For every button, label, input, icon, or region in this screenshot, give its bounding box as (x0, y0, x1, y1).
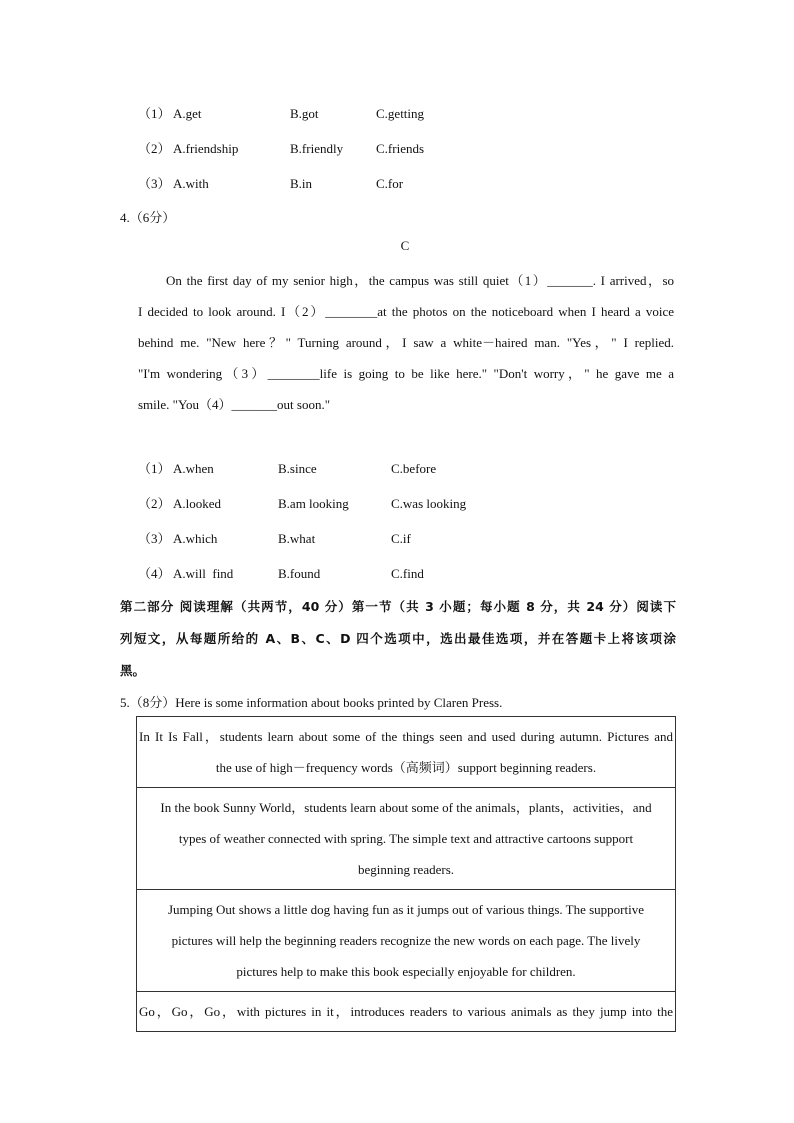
cell-line: Go，Go，Go，with pictures in it，introduces readers to various animals as they jump into the (139, 1004, 673, 1019)
cell-line: pictures help to make this book especially enjoyable for children. (236, 964, 576, 979)
option-a: A.get (173, 106, 202, 121)
table-cell (137, 788, 676, 890)
book-info-table (136, 716, 676, 1032)
option-a: A.when (173, 461, 214, 476)
option-a: A.will find (173, 566, 234, 581)
option-b: B.found (278, 566, 321, 581)
q4-heading: 4.（6分） (120, 210, 176, 225)
option-number: （3） (138, 176, 171, 191)
table-row (137, 717, 676, 788)
cell-line: beginning readers. (357, 862, 455, 877)
passage-line: behind me. "New here？" Turning around，I saw a white－haired man. "Yes，" I replied. (138, 335, 675, 350)
title-line: 黑。 (120, 663, 146, 678)
cell-line: In the book Sunny World，students learn about some of the animals，plants，activities，and (160, 800, 652, 815)
passage-letter: C (400, 238, 410, 253)
q4-passage (138, 265, 674, 420)
option-number: （4） (138, 566, 171, 581)
option-c: C.if (391, 531, 411, 546)
title-line: 列短文，从每题所给的 A、B、C、D 四个选项中，选出最佳选项，并在答题卡上将该项涂 (120, 631, 676, 646)
option-number: （1） (138, 461, 171, 476)
table-cell (137, 992, 676, 1032)
cell-line: types of weather connected with spring. The simple text and attractive cartoons support (178, 831, 634, 846)
table-cell (137, 717, 676, 788)
option-c: C.friends (376, 141, 425, 156)
passage-line: On the first day of my senior high，the campus was still quiet（1）_______. I arrived，so (166, 273, 674, 288)
table-row (137, 992, 676, 1032)
option-number: （2） (138, 141, 171, 156)
option-b: B.since (278, 461, 317, 476)
option-b: B.in (290, 176, 313, 191)
option-c: C.getting (376, 106, 425, 121)
passage-line: "I'm wondering（3）________life is going to be like here." "Don't worry，" he gave me a (138, 366, 674, 381)
title-line: 第二部分 阅读理解（共两节，40 分）第一节（共 3 小题；每小题 8 分，共 24 分）阅读下 (120, 599, 676, 614)
option-a: A.which (173, 531, 218, 546)
option-a: A.looked (173, 496, 222, 511)
option-a: A.with (173, 176, 209, 191)
passage-line: I decided to look around. I（2）________at the photos on the noticeboard when I heard a voice (138, 304, 674, 319)
table-row (137, 788, 676, 890)
part2-title (120, 591, 676, 687)
option-c: C.find (391, 566, 424, 581)
option-b: B.what (278, 531, 316, 546)
option-number: （1） (138, 106, 171, 121)
option-b: B.got (290, 106, 319, 121)
cell-line: Jumping Out shows a little dog having fun as it jumps out of various things. The supportive (167, 902, 645, 917)
option-c: C.was looking (391, 496, 467, 511)
option-number: （2） (138, 496, 171, 511)
option-a: A.friendship (173, 141, 239, 156)
cell-line: In It Is Fall，students learn about some of the things seen and used during autumn. Pictures and (139, 729, 673, 744)
option-b: B.friendly (290, 141, 344, 156)
passage-line: smile. "You（4）_______out soon." (138, 397, 331, 412)
q5-heading: 5.（8分）Here is some information about books printed by Claren Press. (120, 695, 503, 710)
option-number: （3） (138, 531, 171, 546)
option-b: B.am looking (278, 496, 349, 511)
table-row (137, 890, 676, 992)
option-c: C.for (376, 176, 404, 191)
option-c: C.before (391, 461, 437, 476)
cell-line: pictures will help the beginning readers recognize the new words on each page. The lively (171, 933, 641, 948)
cell-line: the use of high－frequency words（高频词）support beginning readers. (215, 760, 597, 775)
table-cell (137, 890, 676, 992)
